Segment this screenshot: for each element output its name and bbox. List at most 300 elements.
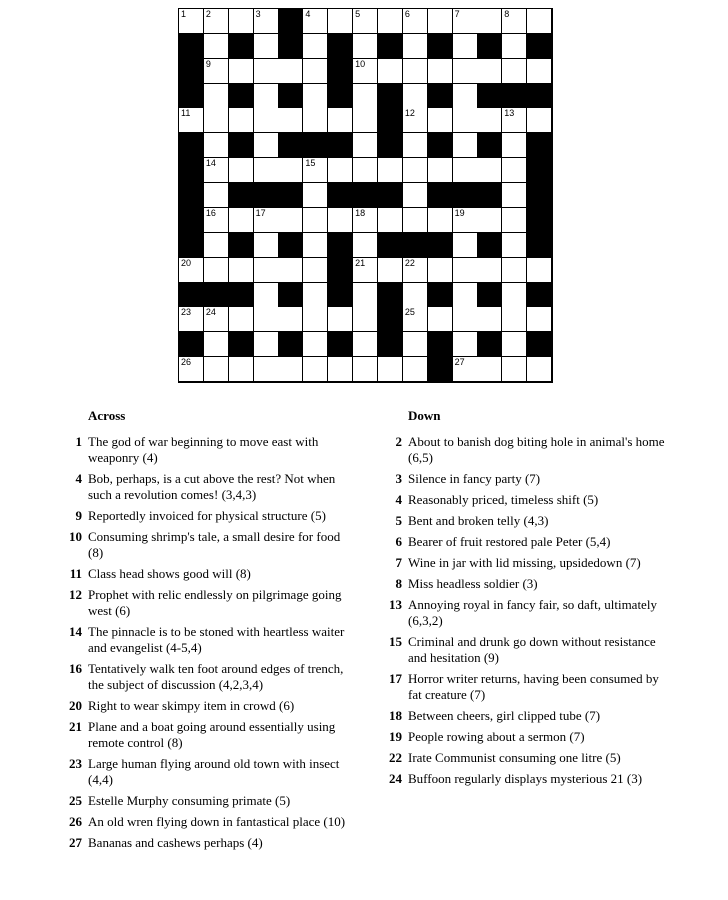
grid-block (502, 84, 527, 109)
grid-cell[interactable] (477, 158, 502, 183)
grid-cell[interactable] (303, 158, 328, 183)
grid-cell[interactable] (303, 258, 328, 283)
clue-text: Annoying royal in fancy fair, so daft, ultimately (6,3,2) (408, 597, 657, 628)
grid-cell[interactable] (204, 59, 229, 84)
clue-number: 1 (75, 434, 82, 449)
grid-block (428, 283, 453, 308)
grid-cell[interactable] (353, 34, 378, 59)
grid-cell[interactable] (353, 133, 378, 158)
grid-cell[interactable] (477, 108, 502, 133)
clue-number: 4 (305, 9, 311, 19)
grid-cell[interactable] (453, 34, 478, 59)
grid-cell[interactable] (278, 357, 303, 382)
clue-text: Criminal and drunk go down without resistance and hesitation (9) (408, 634, 656, 665)
grid-cell[interactable] (453, 233, 478, 258)
grid-cell[interactable] (527, 108, 552, 133)
across-clue-list (69, 434, 350, 851)
clue-number: 16 (69, 661, 82, 676)
grid-block (328, 283, 353, 308)
across-clue (69, 756, 350, 788)
clue-number: 13 (504, 108, 515, 119)
grid-cell[interactable] (453, 9, 478, 34)
grid-block (278, 34, 303, 59)
grid-cell[interactable] (328, 108, 353, 133)
grid-cell[interactable] (527, 307, 552, 332)
grid-cell[interactable] (502, 34, 527, 59)
grid-cell[interactable] (502, 258, 527, 283)
down-clue (389, 634, 670, 666)
clue-text: Class head shows good will (8) (88, 566, 251, 581)
grid-cell[interactable] (303, 357, 328, 382)
grid-cell[interactable] (229, 357, 254, 382)
grid-cell[interactable] (453, 108, 478, 133)
grid-cell[interactable] (403, 59, 428, 84)
grid-cell[interactable] (328, 307, 353, 332)
grid-cell[interactable] (403, 357, 428, 382)
grid-block (378, 332, 403, 357)
grid-cell[interactable] (502, 158, 527, 183)
grid-cell[interactable] (428, 307, 453, 332)
grid-cell[interactable] (254, 108, 279, 133)
grid-cell[interactable] (378, 258, 403, 283)
clue-number: 6 (395, 534, 402, 549)
grid-cell[interactable] (453, 332, 478, 357)
grid-cell[interactable] (403, 332, 428, 357)
grid-cell[interactable] (278, 307, 303, 332)
grid-cell[interactable] (303, 183, 328, 208)
grid-block (477, 332, 502, 357)
grid-cell[interactable] (353, 9, 378, 34)
grid-cell[interactable] (278, 108, 303, 133)
down-clue (395, 576, 670, 592)
clue-number: 26 (181, 357, 192, 368)
clue-number: 24 (205, 307, 216, 318)
grid-cell[interactable] (353, 307, 378, 332)
grid-block (179, 332, 204, 357)
grid-cell[interactable] (453, 307, 478, 332)
grid-cell[interactable] (278, 208, 303, 233)
grid-cell[interactable] (204, 133, 229, 158)
clue-number: 22 (404, 257, 415, 268)
grid-cell[interactable] (204, 183, 229, 208)
down-clue (395, 434, 670, 466)
clue-number: 24 (389, 771, 402, 786)
grid-cell[interactable] (204, 158, 229, 183)
clue-text: The god of war beginning to move east with weaponry (4) (88, 434, 319, 465)
clue-number: 9 (75, 508, 82, 523)
grid-cell[interactable] (527, 258, 552, 283)
grid-cell[interactable] (328, 208, 353, 233)
across-clue (69, 698, 350, 714)
grid-block (179, 34, 204, 59)
grid-block (378, 34, 403, 59)
grid-block (229, 133, 254, 158)
grid-cell[interactable] (229, 158, 254, 183)
grid-block (278, 283, 303, 308)
grid-cell[interactable] (403, 258, 428, 283)
grid-cell[interactable] (278, 258, 303, 283)
down-heading: Down (408, 408, 441, 423)
grid-cell[interactable] (527, 9, 552, 34)
grid-block (527, 208, 552, 233)
grid-cell[interactable] (204, 9, 229, 34)
grid-cell[interactable] (378, 208, 403, 233)
grid-cell[interactable] (428, 59, 453, 84)
grid-cell[interactable] (403, 283, 428, 308)
grid-block (378, 233, 403, 258)
grid-block (179, 158, 204, 183)
grid-block (378, 133, 403, 158)
grid-cell[interactable] (353, 158, 378, 183)
grid-block (303, 133, 328, 158)
grid-cell[interactable] (229, 208, 254, 233)
grid-cell[interactable] (502, 283, 527, 308)
grid-block (527, 133, 552, 158)
clue-number: 2 (205, 9, 211, 19)
clue-number: 9 (205, 58, 211, 69)
grid-cell[interactable] (378, 158, 403, 183)
grid-block (378, 183, 403, 208)
grid-cell[interactable] (353, 332, 378, 357)
grid-cell[interactable] (254, 59, 279, 84)
clue-number: 19 (389, 729, 402, 744)
grid-cell[interactable] (502, 59, 527, 84)
grid-block (278, 183, 303, 208)
grid-block (328, 183, 353, 208)
grid-block (527, 332, 552, 357)
grid-cell[interactable] (453, 357, 478, 382)
grid-cell[interactable] (403, 208, 428, 233)
clue-number: 5 (355, 9, 361, 19)
grid-block (527, 158, 552, 183)
clue-number: 2 (395, 434, 402, 449)
clue-number: 10 (355, 58, 366, 69)
grid-cell[interactable] (477, 307, 502, 332)
grid-block (477, 34, 502, 59)
clue-number: 4 (395, 492, 402, 507)
clue-text: Miss headless soldier (3) (408, 576, 538, 591)
clue-number: 20 (181, 257, 192, 268)
clue-number: 3 (255, 9, 261, 19)
grid-cell[interactable] (254, 208, 279, 233)
clue-number: 26 (69, 814, 82, 829)
grid-block (477, 84, 502, 109)
grid-cell[interactable] (378, 59, 403, 84)
grid-cell[interactable] (254, 34, 279, 59)
grid-cell[interactable] (179, 307, 204, 332)
grid-cell[interactable] (428, 208, 453, 233)
grid-block (328, 59, 353, 84)
grid-cell[interactable] (204, 208, 229, 233)
across-clue (69, 587, 350, 619)
down-clue (395, 471, 670, 487)
grid-cell[interactable] (179, 9, 204, 34)
clue-number: 15 (389, 634, 402, 649)
grid-cell[interactable] (303, 9, 328, 34)
grid-cell[interactable] (403, 133, 428, 158)
grid-cell[interactable] (453, 133, 478, 158)
grid-block (179, 208, 204, 233)
grid-cell[interactable] (254, 283, 279, 308)
clue-number: 1 (181, 9, 187, 19)
grid-cell[interactable] (403, 34, 428, 59)
grid-cell[interactable] (353, 108, 378, 133)
grid-cell[interactable] (428, 158, 453, 183)
clue-text: Bananas and cashews perhaps (4) (88, 835, 263, 850)
grid-cell[interactable] (378, 357, 403, 382)
clue-number: 6 (404, 9, 410, 19)
grid-cell[interactable] (502, 233, 527, 258)
grid-cell[interactable] (303, 283, 328, 308)
down-clue (389, 771, 670, 787)
down-clue (389, 750, 670, 766)
across-clue (69, 719, 350, 751)
clue-number: 5 (395, 513, 402, 528)
grid-cell[interactable] (502, 307, 527, 332)
across-clue (69, 793, 350, 809)
grid-block (229, 233, 254, 258)
grid-cell[interactable] (353, 258, 378, 283)
grid-cell[interactable] (303, 307, 328, 332)
grid-cell[interactable] (502, 133, 527, 158)
grid-cell[interactable] (403, 9, 428, 34)
clue-number: 23 (69, 756, 82, 771)
grid-cell[interactable] (303, 332, 328, 357)
grid-block (477, 233, 502, 258)
grid-cell[interactable] (303, 208, 328, 233)
grid-cell[interactable] (229, 108, 254, 133)
grid-cell[interactable] (204, 84, 229, 109)
grid-block (179, 59, 204, 84)
grid-cell[interactable] (477, 357, 502, 382)
across-clue (75, 471, 350, 503)
across-clue (69, 566, 350, 582)
grid-cell[interactable] (229, 307, 254, 332)
grid-cell[interactable] (527, 357, 552, 382)
down-clue (395, 513, 670, 529)
clue-text: Buffoon regularly displays mysterious 21 (3) (408, 771, 643, 786)
grid-block (428, 84, 453, 109)
grid-cell[interactable] (303, 59, 328, 84)
grid-cell[interactable] (527, 59, 552, 84)
grid-cell[interactable] (303, 233, 328, 258)
grid-block (328, 34, 353, 59)
clue-number: 21 (69, 719, 82, 734)
grid-block (403, 233, 428, 258)
grid-block (179, 183, 204, 208)
grid-block (428, 183, 453, 208)
grid-cell[interactable] (254, 258, 279, 283)
clue-text: Estelle Murphy consuming primate (5) (88, 793, 291, 808)
grid-block (204, 283, 229, 308)
down-clue (389, 708, 670, 724)
grid-cell[interactable] (353, 208, 378, 233)
down-clues (389, 408, 670, 792)
grid-cell[interactable] (353, 357, 378, 382)
grid-cell[interactable] (453, 158, 478, 183)
down-clue (389, 597, 670, 629)
grid-cell[interactable] (403, 307, 428, 332)
grid-block (527, 84, 552, 109)
grid-cell[interactable] (204, 233, 229, 258)
clue-number: 3 (395, 471, 402, 486)
grid-cell[interactable] (303, 84, 328, 109)
grid-cell[interactable] (502, 332, 527, 357)
grid-cell[interactable] (328, 9, 353, 34)
clue-text: Right to wear skimpy item in crowd (6) (88, 698, 295, 713)
grid-cell[interactable] (403, 108, 428, 133)
grid-cell[interactable] (403, 158, 428, 183)
clue-text: An old wren flying down in fantastical place (10) (88, 814, 346, 829)
clue-text: About to banish dog biting hole in animal's home (6,5) (408, 434, 665, 465)
grid-cell[interactable] (254, 357, 279, 382)
grid-cell[interactable] (428, 258, 453, 283)
grid-cell[interactable] (502, 183, 527, 208)
across-clue (75, 508, 350, 524)
clue-text: Reportedly invoiced for physical structure (5) (88, 508, 326, 523)
grid-block (428, 332, 453, 357)
grid-cell[interactable] (204, 258, 229, 283)
across-clue (69, 835, 350, 851)
grid-cell[interactable] (229, 258, 254, 283)
down-clue (395, 555, 670, 571)
grid-cell[interactable] (204, 34, 229, 59)
grid-block (278, 84, 303, 109)
clue-text: Between cheers, girl clipped tube (7) (408, 708, 601, 723)
grid-cell[interactable] (353, 233, 378, 258)
grid-cell[interactable] (477, 9, 502, 34)
grid-cell[interactable] (502, 208, 527, 233)
grid-block (278, 9, 303, 34)
grid-block (229, 332, 254, 357)
grid-cell[interactable] (428, 9, 453, 34)
grid-cell[interactable] (403, 84, 428, 109)
grid-block (477, 183, 502, 208)
grid-block (378, 84, 403, 109)
clue-number: 13 (389, 597, 402, 612)
grid-block (527, 283, 552, 308)
clue-number: 16 (205, 207, 216, 218)
clue-number: 21 (355, 257, 366, 268)
grid-block (378, 307, 403, 332)
grid-block (328, 84, 353, 109)
grid-block (328, 133, 353, 158)
grid-cell[interactable] (254, 307, 279, 332)
grid-cell[interactable] (453, 59, 478, 84)
grid-cell[interactable] (502, 108, 527, 133)
grid-cell[interactable] (453, 283, 478, 308)
clue-number: 10 (69, 529, 82, 544)
grid-block (328, 258, 353, 283)
grid-cell[interactable] (254, 158, 279, 183)
grid-cell[interactable] (254, 133, 279, 158)
down-clue (389, 671, 670, 703)
crossword-grid (178, 8, 553, 383)
grid-cell[interactable] (353, 59, 378, 84)
clue-number: 17 (389, 671, 402, 686)
grid-block (278, 233, 303, 258)
grid-cell[interactable] (229, 9, 254, 34)
clue-number: 11 (181, 108, 191, 119)
grid-block (428, 357, 453, 382)
grid-cell[interactable] (204, 332, 229, 357)
grid-cell[interactable] (229, 59, 254, 84)
grid-cell[interactable] (353, 84, 378, 109)
grid-cell[interactable] (353, 283, 378, 308)
grid-cell[interactable] (328, 357, 353, 382)
grid-cell[interactable] (502, 9, 527, 34)
down-clue-list (389, 434, 670, 787)
across-clue (69, 529, 350, 561)
grid-cell[interactable] (278, 59, 303, 84)
grid-block (328, 332, 353, 357)
grid-cell[interactable] (254, 332, 279, 357)
grid-cell[interactable] (179, 258, 204, 283)
grid-cell[interactable] (453, 208, 478, 233)
grid-cell[interactable] (477, 59, 502, 84)
grid-cell[interactable] (453, 258, 478, 283)
clue-text: Tentatively walk ten foot around edges of trench, the subject of discussion (4,2,3,4) (88, 661, 344, 692)
grid-cell[interactable] (254, 233, 279, 258)
grid-cell[interactable] (303, 34, 328, 59)
clue-text: Bent and broken telly (4,3) (408, 513, 549, 528)
grid-cell[interactable] (502, 357, 527, 382)
clue-number: 25 (404, 307, 415, 318)
grid-block (428, 34, 453, 59)
grid-cell[interactable] (477, 258, 502, 283)
grid-cell[interactable] (204, 357, 229, 382)
clue-number: 27 (454, 357, 465, 368)
grid-cell[interactable] (278, 158, 303, 183)
grid-cell[interactable] (254, 9, 279, 34)
clue-number: 15 (305, 158, 316, 169)
grid-cell[interactable] (303, 108, 328, 133)
grid-cell[interactable] (204, 307, 229, 332)
down-clue (395, 534, 670, 550)
grid-cell[interactable] (378, 9, 403, 34)
clue-number: 18 (355, 207, 366, 218)
grid-block (229, 84, 254, 109)
grid-cell[interactable] (477, 208, 502, 233)
clue-number: 20 (69, 698, 82, 713)
clue-number: 27 (69, 835, 82, 850)
grid-block (527, 34, 552, 59)
clue-number: 8 (504, 9, 510, 19)
grid-cell[interactable] (428, 108, 453, 133)
across-clue (69, 814, 350, 830)
grid-block (229, 34, 254, 59)
grid-block (477, 283, 502, 308)
grid-cell[interactable] (179, 108, 204, 133)
clue-number: 22 (389, 750, 402, 765)
grid-cell[interactable] (204, 108, 229, 133)
grid-block (353, 183, 378, 208)
grid-cell[interactable] (179, 357, 204, 382)
across-clues (69, 408, 350, 856)
clue-number: 14 (69, 624, 82, 639)
clue-text: Irate Communist consuming one litre (5) (408, 750, 621, 765)
down-clue (395, 492, 670, 508)
grid-cell[interactable] (403, 183, 428, 208)
grid-cell[interactable] (328, 158, 353, 183)
clue-text: Silence in fancy party (7) (408, 471, 541, 486)
grid-block (527, 233, 552, 258)
grid-block (378, 283, 403, 308)
grid-block (328, 233, 353, 258)
grid-cell[interactable] (453, 84, 478, 109)
grid-cell[interactable] (254, 84, 279, 109)
grid-block (428, 233, 453, 258)
